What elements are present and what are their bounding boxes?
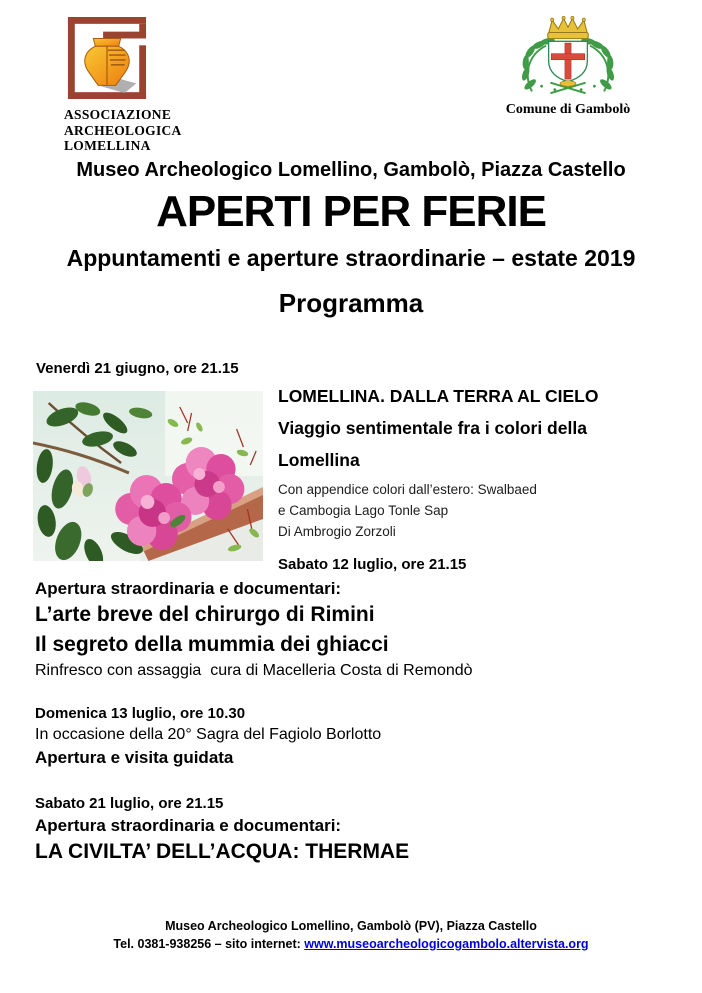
event-1-date: Venerdì 21 giugno, ore 21.15: [36, 360, 239, 377]
event-1-subtitle: Viaggio sentimentale fra i colori della Lomellina: [278, 418, 587, 470]
website-link[interactable]: www.museoarcheologicogambolo.altervista.org: [304, 937, 589, 951]
program-heading: Programma: [278, 288, 424, 318]
event-4-details: [35, 794, 409, 867]
event-1-title: LOMELLINA. DALLA TERRA AL CIELO: [278, 386, 599, 406]
association-logo: [64, 14, 234, 154]
footer-contact-prefix: Tel. 0381-938256 – sito internet:: [113, 937, 305, 951]
main-title: APERTI PER FERIE: [156, 187, 546, 236]
municipality-logo: [486, 14, 650, 118]
event-1-note: Con appendice colori dall’estero: Swalbaed: [278, 482, 537, 497]
subtitle: Appuntamenti e aperture straordinarie – estate 2019: [66, 245, 636, 271]
event-2-title: L’arte breve del chirurgo di Rimini: [35, 603, 375, 626]
event-2-label: Apertura straordinaria e documentari:: [35, 579, 342, 598]
association-name-line: ARCHEOLOGICA: [64, 122, 182, 138]
footer-contact: [0, 935, 702, 953]
association-name-line: ASSOCIAZIONE: [64, 107, 172, 122]
vase-logo-icon: [66, 14, 148, 102]
event-3-date: Domenica 13 luglio, ore 10.30: [35, 705, 246, 722]
footer: [0, 917, 702, 953]
event-3-note: In occasione della 20° Sagra del Fagiolo Borlotto: [35, 726, 382, 743]
association-name-line: LOMELLINA: [64, 138, 151, 153]
camellia-photo: [33, 391, 263, 561]
coat-of-arms-icon: [494, 14, 642, 102]
event-3-details: [35, 704, 381, 769]
municipality-caption: Comune di Gambolò: [505, 102, 631, 117]
event-4-title: LA CIVILTA’ DELL’ACQUA: THERMAE: [35, 840, 410, 863]
event-1-note: e Cambogia Lago Tonle Sap: [278, 503, 449, 518]
event-2-details: [35, 577, 473, 682]
event-4-label: Apertura straordinaria e documentari:: [35, 816, 342, 835]
event-1-details: [278, 380, 670, 542]
event-3-title: Apertura e visita guidata: [35, 748, 234, 767]
event-2-title: Il segreto della mummia dei ghiacci: [35, 633, 389, 656]
event-2-date: Sabato 12 luglio, ore 21.15: [278, 556, 467, 573]
venue-title: Museo Archeologico Lomellino, Gambolò, Piazza Castello: [76, 159, 626, 181]
footer-address: Museo Archeologico Lomellino, Gambolò (PV), Piazza Castello: [165, 919, 537, 933]
event-2-note: Rinfresco con assaggia cura di Macelleria Costa di Remondò: [35, 662, 473, 679]
event-1-note: Di Ambrogio Zorzoli: [278, 524, 396, 539]
event-4-date: Sabato 21 luglio, ore 21.15: [35, 795, 224, 812]
